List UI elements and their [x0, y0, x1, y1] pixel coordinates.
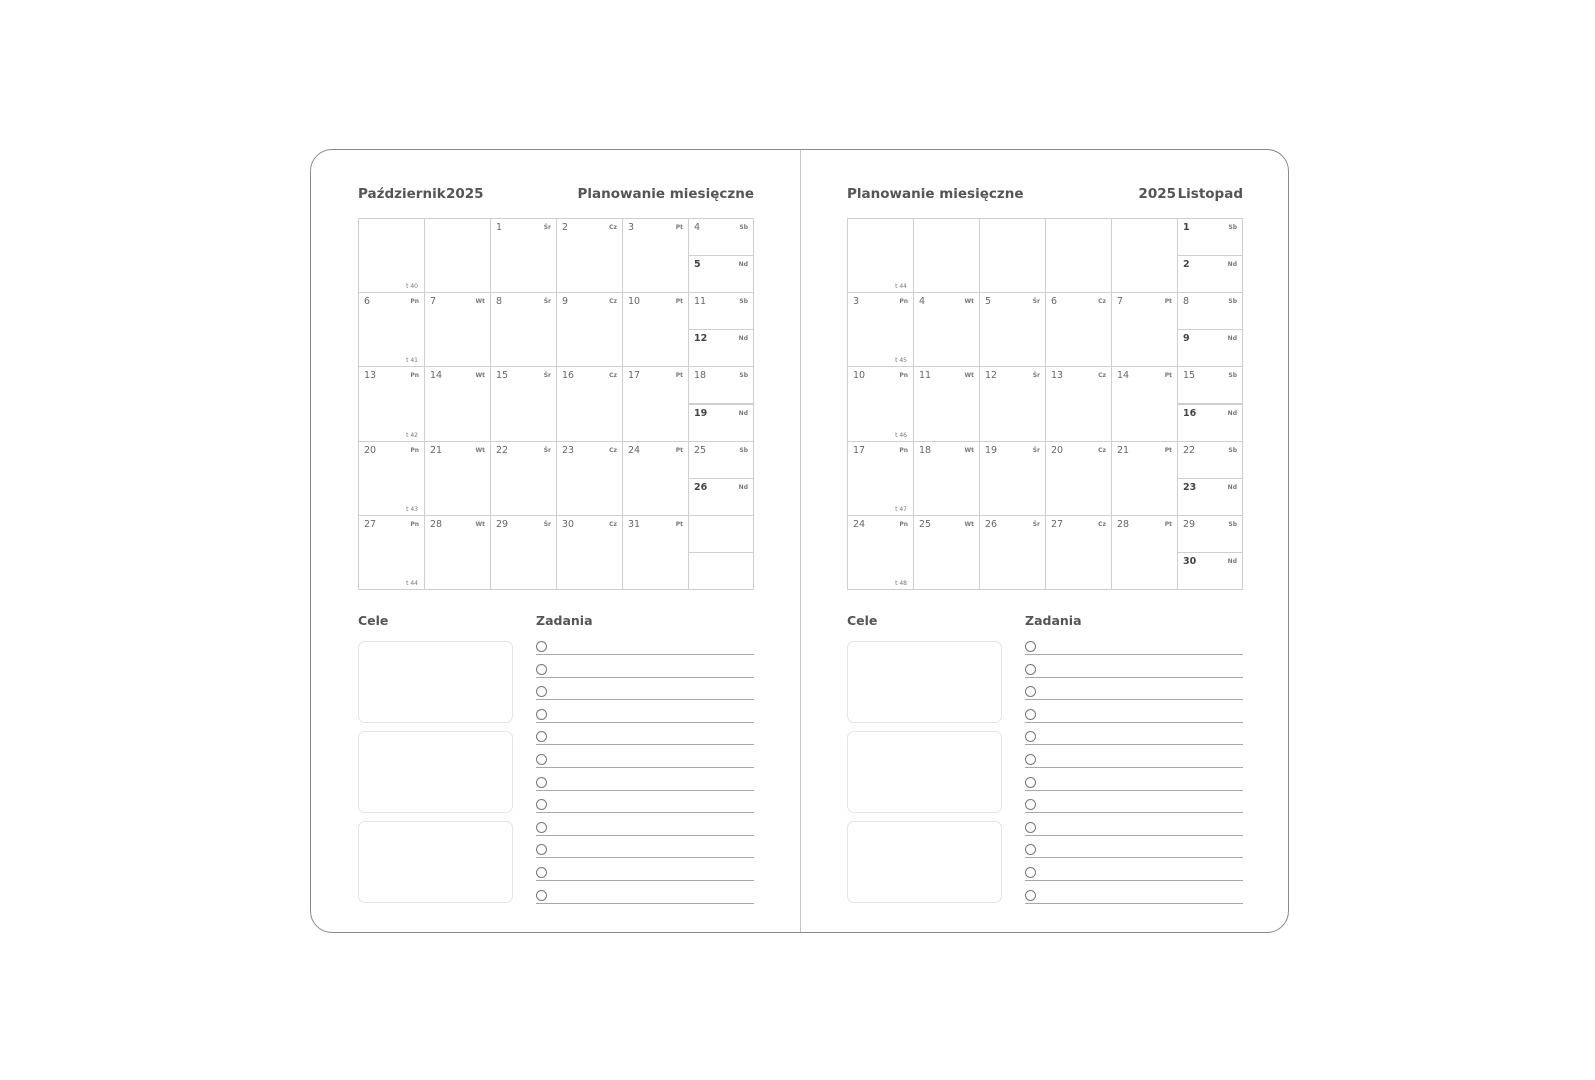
- goals-heading: Cele: [847, 613, 878, 628]
- weekday-label: Pn: [410, 520, 419, 528]
- weekday-label: Śr: [543, 224, 551, 231]
- weekday-label: Pt: [675, 298, 683, 306]
- day-cell[interactable]: [490, 218, 557, 293]
- weekday-label: Nd: [738, 483, 748, 491]
- task-line[interactable]: [536, 730, 754, 745]
- weekday-label: Nd: [1227, 557, 1237, 565]
- day-number: 16: [1183, 407, 1197, 419]
- day-number: 10: [628, 296, 641, 308]
- weekday-label: Nd: [738, 335, 748, 343]
- day-number: 8: [496, 296, 503, 308]
- task-line[interactable]: [1025, 753, 1243, 768]
- weekday-label: Wt: [964, 372, 974, 380]
- sunday-cell[interactable]: [688, 255, 754, 293]
- week-number: t 47: [895, 505, 907, 513]
- day-number: 5: [694, 259, 701, 271]
- day-number: 30: [562, 518, 575, 530]
- day-number: 24: [853, 518, 866, 530]
- day-number: 12: [985, 370, 998, 382]
- day-cell[interactable]: [424, 292, 491, 367]
- task-line[interactable]: [1025, 730, 1243, 745]
- year-title: 2025: [1138, 186, 1176, 202]
- day-cell[interactable]: [490, 515, 557, 590]
- day-number: 16: [562, 370, 575, 382]
- goal-box[interactable]: [847, 731, 1002, 813]
- checkbox-circle-icon[interactable]: [536, 844, 547, 855]
- day-number: 11: [919, 370, 932, 382]
- weekday-label: Pt: [1164, 446, 1172, 454]
- day-number: 21: [430, 444, 443, 456]
- day-cell[interactable]: [556, 366, 623, 441]
- day-cell[interactable]: [913, 366, 980, 441]
- day-cell[interactable]: [622, 366, 689, 441]
- day-number: 26: [694, 481, 708, 493]
- tasks-heading: Zadania: [1025, 613, 1082, 628]
- goal-box[interactable]: [847, 821, 1002, 903]
- task-line[interactable]: [1025, 821, 1243, 836]
- weekday-label: Pn: [899, 298, 908, 306]
- day-cell[interactable]: [913, 218, 980, 293]
- day-number: 6: [1051, 296, 1058, 308]
- weekday-label: Sb: [739, 224, 748, 231]
- year-title: 2025: [446, 186, 484, 202]
- saturday-cell[interactable]: [1177, 292, 1243, 330]
- weekday-label: Sb: [1228, 520, 1237, 528]
- day-number: 13: [364, 370, 377, 382]
- day-number: 7: [1117, 296, 1124, 308]
- week-number: t 44: [895, 283, 907, 291]
- day-cell[interactable]: [979, 366, 1046, 441]
- goal-box[interactable]: [847, 641, 1002, 723]
- day-number: 31: [628, 518, 641, 530]
- checkbox-circle-icon[interactable]: [1025, 754, 1036, 765]
- day-number: 6: [364, 296, 371, 308]
- task-line[interactable]: [536, 798, 754, 813]
- weekday-label: Cz: [609, 224, 617, 231]
- weekday-label: Cz: [609, 372, 617, 380]
- weekday-label: Pn: [410, 372, 419, 380]
- day-cell[interactable]: [847, 441, 914, 516]
- day-number: 26: [985, 518, 998, 530]
- day-cell[interactable]: [424, 441, 491, 516]
- weekday-label: Śr: [543, 372, 551, 380]
- sunday-cell[interactable]: [1177, 329, 1243, 367]
- task-line[interactable]: [1025, 776, 1243, 791]
- day-cell[interactable]: [358, 366, 425, 441]
- task-line[interactable]: [1025, 663, 1243, 678]
- saturday-cell[interactable]: [688, 515, 754, 553]
- weekday-label: Cz: [1098, 372, 1106, 380]
- day-number: 17: [853, 444, 866, 456]
- weekday-label: Cz: [1098, 520, 1106, 528]
- sunday-cell[interactable]: [688, 329, 754, 367]
- weekday-label: Sb: [1228, 372, 1237, 380]
- day-number: 27: [1051, 518, 1064, 530]
- day-cell[interactable]: [358, 441, 425, 516]
- weekday-label: Wt: [475, 446, 485, 454]
- weekday-label: Wt: [964, 298, 974, 306]
- day-number: 23: [562, 444, 575, 456]
- planner-spread: [310, 149, 1289, 933]
- checkbox-circle-icon[interactable]: [1025, 844, 1036, 855]
- weekday-label: Pn: [410, 298, 419, 306]
- day-cell[interactable]: [358, 292, 425, 367]
- week-number: t 46: [895, 431, 907, 439]
- checkbox-circle-icon[interactable]: [536, 890, 547, 901]
- weekday-label: Sb: [1228, 446, 1237, 454]
- month-title: Październik: [358, 186, 446, 202]
- right-page: [847, 150, 1243, 932]
- weekday-label: Pt: [1164, 520, 1172, 528]
- day-number: 13: [1051, 370, 1064, 382]
- day-number: 3: [853, 296, 860, 308]
- task-line[interactable]: [536, 843, 754, 858]
- day-number: 15: [496, 370, 509, 382]
- day-cell[interactable]: [556, 441, 623, 516]
- weekday-label: Wt: [475, 520, 485, 528]
- day-cell[interactable]: [913, 292, 980, 367]
- day-number: 25: [919, 518, 932, 530]
- day-cell[interactable]: [622, 218, 689, 293]
- day-number: 19: [694, 407, 708, 419]
- weekday-label: Śr: [1032, 520, 1040, 528]
- week-number: t 42: [406, 431, 418, 439]
- checkbox-circle-icon[interactable]: [1025, 890, 1036, 901]
- checkbox-circle-icon[interactable]: [536, 731, 547, 742]
- day-cell[interactable]: [424, 218, 491, 293]
- day-cell[interactable]: [979, 292, 1046, 367]
- weekday-label: Pn: [899, 372, 908, 380]
- task-line[interactable]: [536, 866, 754, 881]
- checkbox-circle-icon[interactable]: [1025, 686, 1036, 697]
- day-cell[interactable]: [847, 218, 914, 293]
- weekday-label: Cz: [609, 446, 617, 454]
- day-cell[interactable]: [979, 515, 1046, 590]
- day-cell[interactable]: [847, 515, 914, 590]
- weekday-label: Sb: [1228, 224, 1237, 231]
- sunday-cell[interactable]: [688, 552, 754, 590]
- day-cell[interactable]: [622, 292, 689, 367]
- checkbox-circle-icon[interactable]: [1025, 641, 1036, 652]
- day-number: 10: [853, 370, 866, 382]
- weekday-label: Sb: [739, 372, 748, 380]
- weekday-label: Cz: [609, 298, 617, 306]
- weekday-label: Nd: [1227, 261, 1237, 269]
- page-subtitle: Planowanie miesięczne: [847, 186, 1024, 202]
- day-number: 28: [1117, 518, 1130, 530]
- day-number: 5: [985, 296, 992, 308]
- weekday-label: Pn: [899, 446, 908, 454]
- saturday-cell[interactable]: [688, 441, 754, 479]
- goal-box[interactable]: [358, 731, 513, 813]
- day-cell[interactable]: [979, 441, 1046, 516]
- checkbox-circle-icon[interactable]: [1025, 709, 1036, 720]
- day-number: 19: [985, 444, 998, 456]
- weekday-label: Nd: [1227, 335, 1237, 343]
- day-number: 2: [562, 222, 569, 233]
- day-number: 1: [1183, 222, 1190, 233]
- saturday-cell[interactable]: [1177, 218, 1243, 256]
- day-number: 18: [694, 370, 707, 382]
- saturday-cell[interactable]: [1177, 515, 1243, 553]
- weekday-label: Nd: [1227, 483, 1237, 491]
- day-cell[interactable]: [556, 292, 623, 367]
- day-number: 25: [694, 444, 707, 456]
- day-number: 24: [628, 444, 641, 456]
- day-number: 11: [694, 296, 707, 308]
- day-cell[interactable]: [424, 366, 491, 441]
- weekday-label: Wt: [964, 446, 974, 454]
- sunday-cell[interactable]: [688, 404, 754, 442]
- task-line[interactable]: [536, 708, 754, 723]
- saturday-cell[interactable]: [688, 366, 754, 404]
- day-number: 12: [694, 333, 708, 345]
- week-number: t 48: [895, 579, 907, 587]
- checkbox-circle-icon[interactable]: [536, 822, 547, 833]
- day-number: 4: [694, 222, 701, 233]
- checkbox-circle-icon[interactable]: [536, 754, 547, 765]
- weekday-label: Wt: [475, 372, 485, 380]
- task-line[interactable]: [536, 753, 754, 768]
- checkbox-circle-icon[interactable]: [1025, 731, 1036, 742]
- day-number: 30: [1183, 555, 1197, 567]
- sunday-cell[interactable]: [1177, 552, 1243, 590]
- tasks-heading: Zadania: [536, 613, 593, 628]
- weekday-label: Nd: [738, 261, 748, 269]
- day-cell[interactable]: [556, 218, 623, 293]
- day-number: 22: [1183, 444, 1196, 456]
- sunday-cell[interactable]: [1177, 255, 1243, 293]
- saturday-cell[interactable]: [688, 218, 754, 256]
- day-number: 2: [1183, 259, 1190, 271]
- day-cell[interactable]: [358, 218, 425, 293]
- weekday-label: Wt: [964, 520, 974, 528]
- day-cell[interactable]: [913, 441, 980, 516]
- day-cell[interactable]: [1111, 366, 1178, 441]
- day-number: 9: [562, 296, 569, 308]
- task-line[interactable]: [536, 640, 754, 655]
- weekday-label: Cz: [1098, 446, 1106, 454]
- checkbox-circle-icon[interactable]: [536, 867, 547, 878]
- page-subtitle: Planowanie miesięczne: [577, 186, 754, 202]
- task-line[interactable]: [536, 685, 754, 700]
- task-line[interactable]: [1025, 708, 1243, 723]
- goal-box[interactable]: [358, 641, 513, 723]
- day-cell[interactable]: [913, 515, 980, 590]
- day-number: 28: [430, 518, 443, 530]
- day-cell[interactable]: [1045, 441, 1112, 516]
- weekday-label: Pt: [675, 372, 683, 380]
- spine-divider: [800, 150, 801, 932]
- weekday-label: Pt: [675, 224, 683, 231]
- task-line[interactable]: [536, 821, 754, 836]
- left-page: [358, 150, 754, 932]
- weekday-label: Śr: [1032, 298, 1040, 306]
- weekday-label: Nd: [738, 409, 748, 417]
- day-cell[interactable]: [1045, 292, 1112, 367]
- day-cell[interactable]: [847, 366, 914, 441]
- weekday-label: Nd: [1227, 409, 1237, 417]
- weekday-label: Pt: [675, 520, 683, 528]
- day-number: 27: [364, 518, 377, 530]
- weekday-label: Wt: [475, 298, 485, 306]
- goal-box[interactable]: [358, 821, 513, 903]
- task-line[interactable]: [536, 663, 754, 678]
- day-cell[interactable]: [556, 515, 623, 590]
- day-number: 7: [430, 296, 437, 308]
- day-number: 15: [1183, 370, 1196, 382]
- checkbox-circle-icon[interactable]: [1025, 822, 1036, 833]
- saturday-cell[interactable]: [1177, 366, 1243, 404]
- day-number: 17: [628, 370, 641, 382]
- task-line[interactable]: [536, 776, 754, 791]
- weekday-label: Śr: [543, 520, 551, 528]
- sunday-cell[interactable]: [1177, 478, 1243, 516]
- day-cell[interactable]: [622, 515, 689, 590]
- task-line[interactable]: [1025, 640, 1243, 655]
- weekday-label: Śr: [543, 298, 551, 306]
- checkbox-circle-icon[interactable]: [1025, 799, 1036, 810]
- checkbox-circle-icon[interactable]: [1025, 664, 1036, 675]
- day-number: 14: [430, 370, 443, 382]
- week-number: t 40: [406, 283, 418, 291]
- task-line[interactable]: [1025, 798, 1243, 813]
- day-cell[interactable]: [490, 366, 557, 441]
- day-number: 20: [364, 444, 377, 456]
- day-cell[interactable]: [358, 515, 425, 590]
- task-line[interactable]: [536, 889, 754, 904]
- checkbox-circle-icon[interactable]: [536, 641, 547, 652]
- day-number: 23: [1183, 481, 1197, 493]
- day-cell[interactable]: [847, 292, 914, 367]
- day-cell[interactable]: [622, 441, 689, 516]
- week-number: t 41: [406, 357, 418, 365]
- goals-heading: Cele: [358, 613, 389, 628]
- task-line[interactable]: [1025, 889, 1243, 904]
- saturday-cell[interactable]: [1177, 441, 1243, 479]
- weekday-label: Pn: [899, 520, 908, 528]
- calendar-grid: [847, 218, 1243, 589]
- checkbox-circle-icon[interactable]: [536, 777, 547, 788]
- day-cell[interactable]: [1111, 441, 1178, 516]
- task-line[interactable]: [1025, 685, 1243, 700]
- weekday-label: Pt: [675, 446, 683, 454]
- weekday-label: Sb: [739, 298, 748, 306]
- checkbox-circle-icon[interactable]: [536, 686, 547, 697]
- weekday-label: Śr: [1032, 446, 1040, 454]
- task-line[interactable]: [1025, 866, 1243, 881]
- week-number: t 43: [406, 505, 418, 513]
- day-number: 29: [496, 518, 509, 530]
- weekday-label: Sb: [739, 446, 748, 454]
- day-number: 3: [628, 222, 635, 233]
- sunday-cell[interactable]: [688, 478, 754, 516]
- day-cell[interactable]: [1045, 218, 1112, 293]
- checkbox-circle-icon[interactable]: [1025, 777, 1036, 788]
- day-number: 9: [1183, 333, 1190, 345]
- weekday-label: Pt: [1164, 372, 1172, 380]
- day-number: 29: [1183, 518, 1196, 530]
- day-number: 20: [1051, 444, 1064, 456]
- day-cell[interactable]: [1111, 515, 1178, 590]
- day-cell[interactable]: [424, 515, 491, 590]
- weekday-label: Cz: [609, 520, 617, 528]
- day-number: 21: [1117, 444, 1130, 456]
- checkbox-circle-icon[interactable]: [536, 799, 547, 810]
- day-number: 14: [1117, 370, 1130, 382]
- day-cell[interactable]: [1045, 515, 1112, 590]
- checkbox-circle-icon[interactable]: [536, 664, 547, 675]
- month-title: Listopad: [1177, 186, 1243, 202]
- day-cell[interactable]: [1111, 292, 1178, 367]
- right-header: [847, 186, 1243, 208]
- weekday-label: Śr: [1032, 372, 1040, 380]
- day-number: 18: [919, 444, 932, 456]
- day-number: 4: [919, 296, 926, 308]
- left-header: [358, 186, 754, 208]
- weekday-label: Pt: [1164, 298, 1172, 306]
- day-number: 22: [496, 444, 509, 456]
- day-cell[interactable]: [490, 292, 557, 367]
- checkbox-circle-icon[interactable]: [536, 709, 547, 720]
- day-number: 8: [1183, 296, 1190, 308]
- weekday-label: Pn: [410, 446, 419, 454]
- weekday-label: Sb: [1228, 298, 1237, 306]
- sunday-cell[interactable]: [1177, 404, 1243, 442]
- day-cell[interactable]: [490, 441, 557, 516]
- task-line[interactable]: [1025, 843, 1243, 858]
- day-cell[interactable]: [979, 218, 1046, 293]
- weekday-label: Śr: [543, 446, 551, 454]
- day-cell[interactable]: [1111, 218, 1178, 293]
- week-number: t 44: [406, 579, 418, 587]
- day-number: 1: [496, 222, 503, 233]
- saturday-cell[interactable]: [688, 292, 754, 330]
- weekday-label: Cz: [1098, 298, 1106, 306]
- calendar-grid: [358, 218, 754, 589]
- day-cell[interactable]: [1045, 366, 1112, 441]
- week-number: t 45: [895, 357, 907, 365]
- checkbox-circle-icon[interactable]: [1025, 867, 1036, 878]
